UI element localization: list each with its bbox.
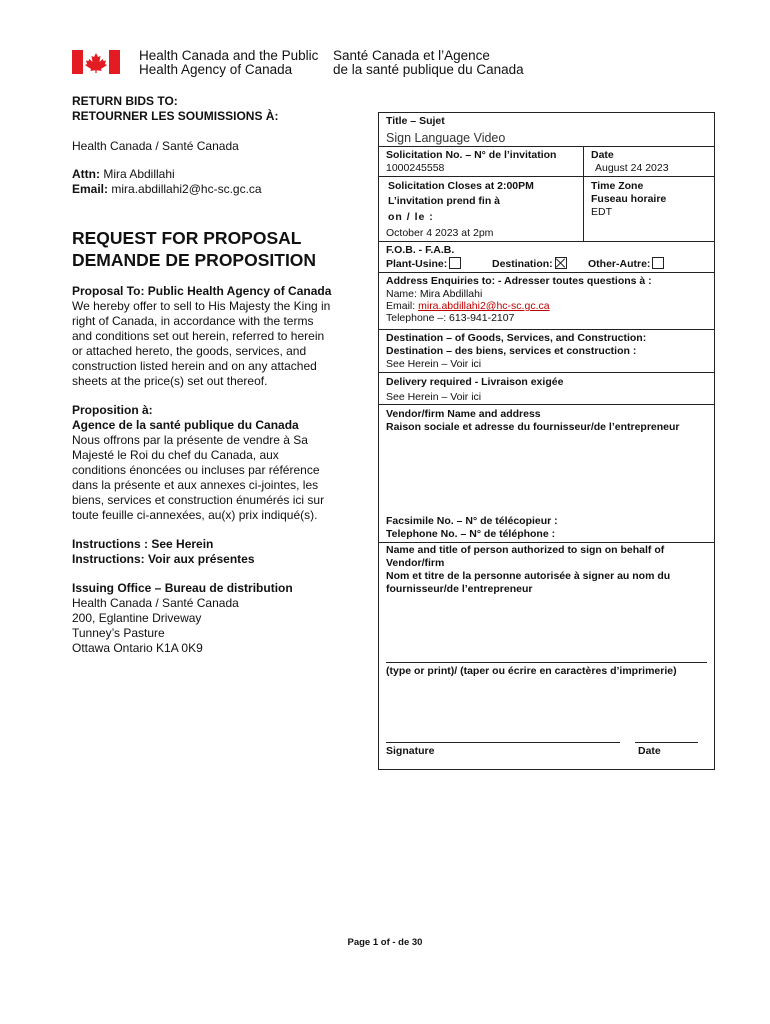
proposition-line: Majesté le Roi du chef du Canada, aux [72,448,279,462]
email-line [72,182,262,197]
destination-goods-cell [379,332,714,370]
issuing-line: Ottawa Ontario K1A 0K9 [72,641,203,655]
proposition-line: dans la présente et aux annexes ci-jointes, les [72,478,319,492]
rfp-title-fr: DEMANDE DE PROPOSITION [72,250,317,270]
attn-label: Attn: [72,167,100,181]
closes-cell [379,180,583,224]
enquiries-telephone: Telephone –: 613-941-2107 [386,312,515,324]
destination-option[interactable] [492,257,567,271]
header-en-line2: Health Agency of Canada [139,62,293,77]
issuing-office-title: Issuing Office – Bureau de distribution [72,581,293,595]
enquiries-cell [379,275,714,324]
fob-cell [379,244,714,271]
destination-label: Destination: [492,258,553,270]
destination-goods-fr: Destination – des biens, services et construction : [386,345,637,357]
instructions-fr: Instructions: Voir aux présentes [72,552,255,566]
title-label: Title – Sujet [386,115,445,127]
other-label: Other-Autre: [588,258,651,270]
canada-flag-icon [72,50,120,74]
authorized-en-2: Vendor/firm [386,557,445,569]
proposition-line: biens, services et construction énumérés ici sur [72,493,325,507]
proposal-line: and conditions set out herein, referred to herein [72,329,325,343]
other-option[interactable] [588,257,664,271]
header-french [333,49,524,77]
plant-checkbox[interactable] [449,257,461,269]
closes-value: October 4 2023 at 2pm [386,227,494,239]
authorized-fr-1: Nom et titre de la personne autorisée à signer au nom du [386,570,671,582]
attn-line [72,167,175,182]
proposition-block [72,403,324,523]
plant-option[interactable] [386,257,461,271]
rfp-title [72,227,316,271]
date-sign-label: Date [638,745,661,757]
title-cell [379,115,714,146]
solicitation-value: 1000245558 [386,162,445,174]
enquiries-label: Address Enquiries to: - Adresser toutes questions à : [386,275,652,287]
telephone-label: Telephone No. – N° de téléphone : [386,528,556,540]
other-checkbox[interactable] [652,257,664,269]
date-sign-line [635,742,698,743]
proposal-line: We hereby offer to sell to His Majesty the King in [72,299,331,313]
issuing-office-block [72,581,293,656]
header-english [139,49,318,77]
proposal-line: construction listed herein and on any attached [72,359,317,373]
proposal-block [72,284,331,389]
name-print-line [386,662,707,663]
fob-title: F.O.B. - F.A.B. [386,244,455,256]
proposal-to: Proposal To: Public Health Agency of Canada [72,284,332,298]
delivery-label: Delivery required - Livraison exigée [386,376,564,388]
email-value: mira.abdillahi2@hc-sc.gc.ca [111,182,262,196]
timezone-label-fr: Fuseau horaire [591,193,667,205]
plant-label: Plant-Usine: [386,258,448,270]
department: Health Canada / Santé Canada [72,139,239,153]
attn-value: Mira Abdillahi [103,167,175,181]
solicitation-cell [379,149,583,174]
vendor-cell [379,408,714,434]
authorized-cell [379,544,714,596]
proposal-line: or attached hereto, the goods, services, and [72,344,307,358]
enquiries-email-label: Email: [386,300,416,312]
solicitation-label: Solicitation No. – N° de l’invitation [386,149,557,161]
signature-line [386,742,620,743]
delivery-cell [379,376,714,403]
vendor-contact [379,515,714,541]
proposition-line: conditions énoncées ou incluses par référence [72,463,320,477]
fax-label: Facsimile No. – N° de télécopieur : [386,515,558,527]
type-print-label: (type or print)/ (taper ou écrire en caractères d’imprimerie) [386,665,677,677]
proposition-line: toute feuille ci-annexées, au(x) prix indiqué(s). [72,508,318,522]
return-bids-en: RETURN BIDS TO: [72,94,178,108]
enquiries-email-line [386,300,707,312]
issuing-line: Health Canada / Santé Canada [72,596,239,610]
destination-checkbox[interactable] [555,257,567,269]
header-fr-line2: de la santé publique du Canada [333,62,524,77]
destination-goods-value: See Herein – Voir ici [386,358,482,370]
proposal-line: right of Canada, in accordance with the terms [72,314,314,328]
page-number: Page 1 of - de 30 [347,937,423,948]
instructions-block [72,537,255,567]
timezone-label-en: Time Zone [591,180,644,192]
timezone-cell [584,180,714,218]
instructions-en: Instructions : See Herein [72,537,214,551]
date-value: August 24 2023 [595,162,669,174]
signature-label: Signature [386,745,435,757]
date-label: Date [591,149,614,161]
enquiries-name: Name: Mira Abdillahi [386,288,483,300]
vendor-label-en: Vendor/firm Name and address [386,408,541,420]
vendor-label-fr: Raison sociale et adresse du fournisseur/de l’entrepreneur [386,421,680,433]
closes-line1: Solicitation Closes at 2:00PM [388,180,534,192]
issuing-line: Tunney’s Pasture [72,626,165,640]
authorized-fr-2: fournisseur/de l’entrepreneur [386,583,533,595]
delivery-value: See Herein – Voir ici [386,391,482,403]
date-cell [584,149,714,174]
proposition-label: Proposition à: [72,403,153,417]
authorized-en-1: Name and title of person authorized to sign on behalf of [386,544,665,556]
closes-line2: L’invitation prend fin à [388,195,501,207]
proposition-agency: Agence de la santé publique du Canada [72,418,299,432]
rfp-title-en: REQUEST FOR PROPOSAL [72,228,302,248]
enquiries-email-link[interactable]: mira.abdillahi2@hc-sc.gc.ca [418,300,550,312]
proposal-line: sheets at the price(s) set out thereof. [72,374,268,388]
issuing-line: 200, Eglantine Driveway [72,611,202,625]
email-label: Email: [72,182,109,196]
header-en-line1: Health Canada and the Public [139,48,319,63]
header-fr-line1: Santé Canada et l’Agence [333,48,490,63]
return-bids-heading [72,94,278,124]
timezone-value: EDT [591,206,612,218]
title-value: Sign Language Video [386,131,506,145]
closes-line3: on / le : [388,211,434,223]
bid-form-table [378,112,715,770]
fob-options [386,257,707,271]
proposition-line: Nous offrons par la présente de vendre à Sa [72,433,308,447]
return-bids-fr: RETOURNER LES SOUMISSIONS À: [72,109,279,123]
destination-goods-en: Destination – of Goods, Services, and Construction: [386,332,647,344]
